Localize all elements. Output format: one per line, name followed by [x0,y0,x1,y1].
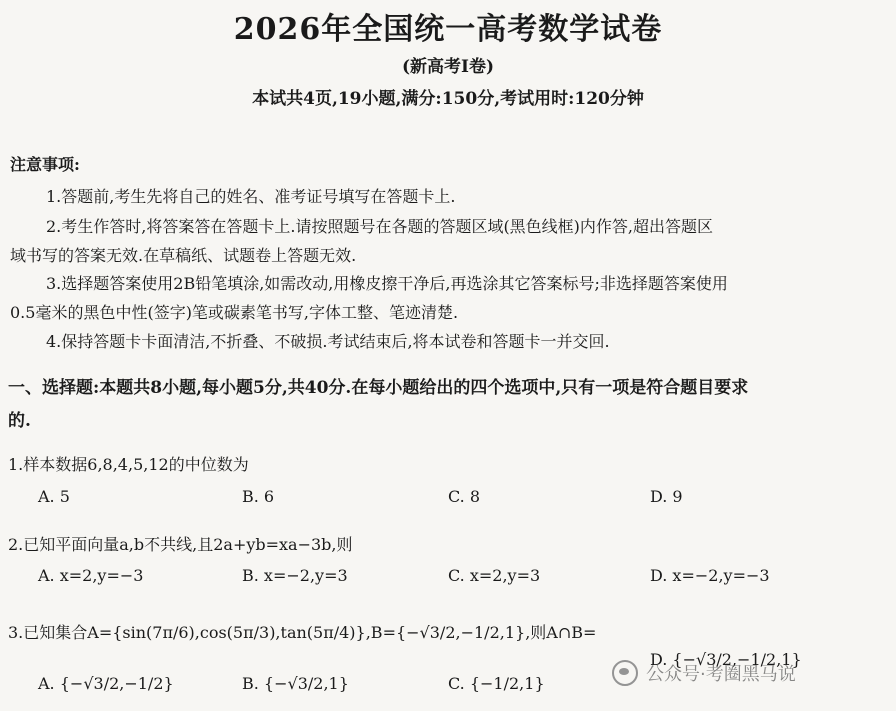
notice-line: 0.5毫米的黑色中性(签字)笔或碳素笔书写,字体工整、笔迹清楚. [10,303,459,322]
option-c: C. x=2,y=3 [448,566,541,585]
option-b: B. x=−2,y=3 [242,566,348,585]
option-d: D. {−√3/2,−1/2,1} [650,650,802,669]
notice-line: 4.保持答题卡卡面清洁,不折叠、不破损.考试结束后,将本试卷和答题卡一并交回. [46,332,610,351]
question-stem: 1.样本数据6,8,4,5,12的中位数为 [8,455,249,474]
wechat-icon [612,660,638,686]
exam-title: 2026年全国统一高考数学试卷 [233,12,663,47]
option-c: C. 8 [448,487,481,506]
watermark [612,660,796,686]
section-heading-line: 的. [8,411,31,431]
option-a: A. {−√3/2,−1/2} [38,674,174,693]
option-b: B. 6 [242,487,275,506]
option-a: A. x=2,y=−3 [38,566,144,585]
watermark-text: 公众号·考圈黑马说 [646,664,796,685]
option-d: D. x=−2,y=−3 [650,566,770,585]
section-heading-line: 一、选择题:本题共8小题,每小题5分,共40分.在每小题给出的四个选项中,只有一项是符合题目要求 [8,378,749,398]
question-stem: 3.已知集合A={sin(7π/6),cos(5π/3),tan(5π/4)},B={−√3/2,−1/2,1},则A∩B= [8,623,597,642]
notice-heading: 注意事项: [10,155,80,174]
question-stem: 2.已知平面向量a,b不共线,且2a+yb=xa−3b,则 [8,535,353,554]
option-a: A. 5 [38,487,70,506]
notice-line: 1.答题前,考生先将自己的姓名、准考证号填写在答题卡上. [46,187,456,206]
exam-subtitle: (新高考Ⅰ卷) [401,57,495,77]
option-b: B. {−√3/2,1} [242,674,349,693]
exam-info: 本试共4页,19小题,满分:150分,考试用时:120分钟 [252,89,644,109]
notice-line: 域书写的答案无效.在草稿纸、试题卷上答题无效. [10,246,357,265]
option-d: D. 9 [650,487,683,506]
option-c: C. {−1/2,1} [448,674,545,693]
notice-line: 3.选择题答案使用2B铅笔填涂,如需改动,用橡皮擦干净后,再选涂其它答案标号;非选择题答案使用 [46,274,728,293]
notice-line: 2.考生作答时,将答案答在答题卡上.请按照题号在各题的答题区域(黑色线框)内作答,超出答题区 [46,217,714,236]
